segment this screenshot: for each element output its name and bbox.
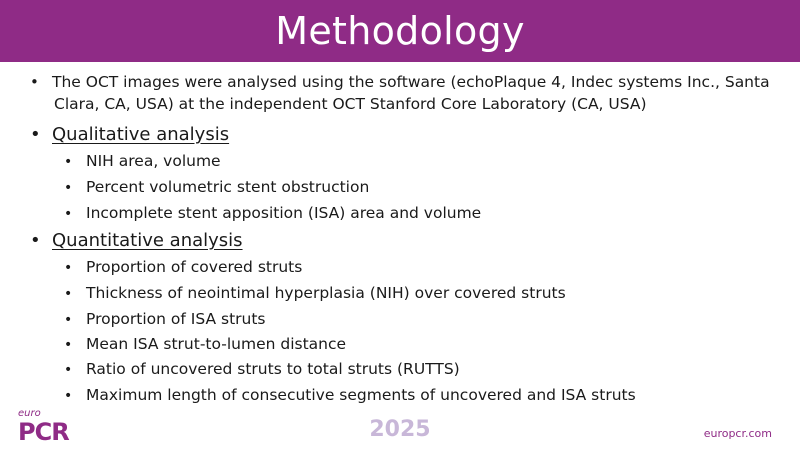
bullet-icon: • xyxy=(30,124,41,145)
bullet-icon: • xyxy=(64,362,73,378)
list-item xyxy=(64,284,566,302)
qualitative-heading: Qualitative analysis xyxy=(52,124,230,145)
quantitative-heading-row xyxy=(30,230,243,251)
list-item xyxy=(64,310,266,328)
quantitative-item: Mean ISA strut-to-lumen distance xyxy=(86,335,347,353)
list-item xyxy=(64,335,346,353)
bullet-icon: • xyxy=(64,180,73,196)
bullet-icon: • xyxy=(64,260,73,276)
bullet-icon: • xyxy=(64,337,73,353)
bullet-icon: • xyxy=(64,286,73,302)
quantitative-item: Thickness of neointimal hyperplasia (NIH) over covered struts xyxy=(86,284,566,302)
logo-small-text: euro xyxy=(18,408,41,419)
bullet-icon: • xyxy=(30,73,39,91)
list-item xyxy=(64,178,369,196)
quantitative-heading: Quantitative analysis xyxy=(52,230,243,251)
slide-title: Methodology xyxy=(275,9,525,53)
logo-big-text: PCR xyxy=(18,418,69,446)
bullet-icon: • xyxy=(64,388,73,404)
intro-line-1: The OCT images were analysed using the software (echoPlaque 4, Indec systems Inc., Santa xyxy=(52,73,770,91)
list-item xyxy=(64,204,481,222)
quantitative-item: Ratio of uncovered struts to total struts (RUTTS) xyxy=(86,360,460,378)
footer-year: 2025 xyxy=(369,417,431,442)
list-item xyxy=(64,258,302,276)
footer-website: europcr.com xyxy=(703,427,772,440)
bullet-icon: • xyxy=(64,312,73,328)
list-item xyxy=(64,152,221,170)
list-item xyxy=(64,386,636,404)
intro-line-2: Clara, CA, USA) at the independent OCT Stanford Core Laboratory (CA, USA) xyxy=(54,95,647,113)
qualitative-heading-row xyxy=(30,124,229,145)
bullet-icon: • xyxy=(30,230,41,251)
list-item xyxy=(64,360,460,378)
intro-bullet xyxy=(30,73,770,91)
title-bar xyxy=(0,0,800,62)
quantitative-item: Proportion of covered struts xyxy=(86,258,303,276)
bullet-icon: • xyxy=(64,206,73,222)
qualitative-item: Incomplete stent apposition (ISA) area and volume xyxy=(86,204,482,222)
quantitative-item: Maximum length of consecutive segments of uncovered and ISA struts xyxy=(86,386,636,404)
bullet-icon: • xyxy=(64,154,73,170)
quantitative-item: Proportion of ISA struts xyxy=(86,310,266,328)
qualitative-item: Percent volumetric stent obstruction xyxy=(86,178,370,196)
qualitative-item: NIH area, volume xyxy=(86,152,221,170)
